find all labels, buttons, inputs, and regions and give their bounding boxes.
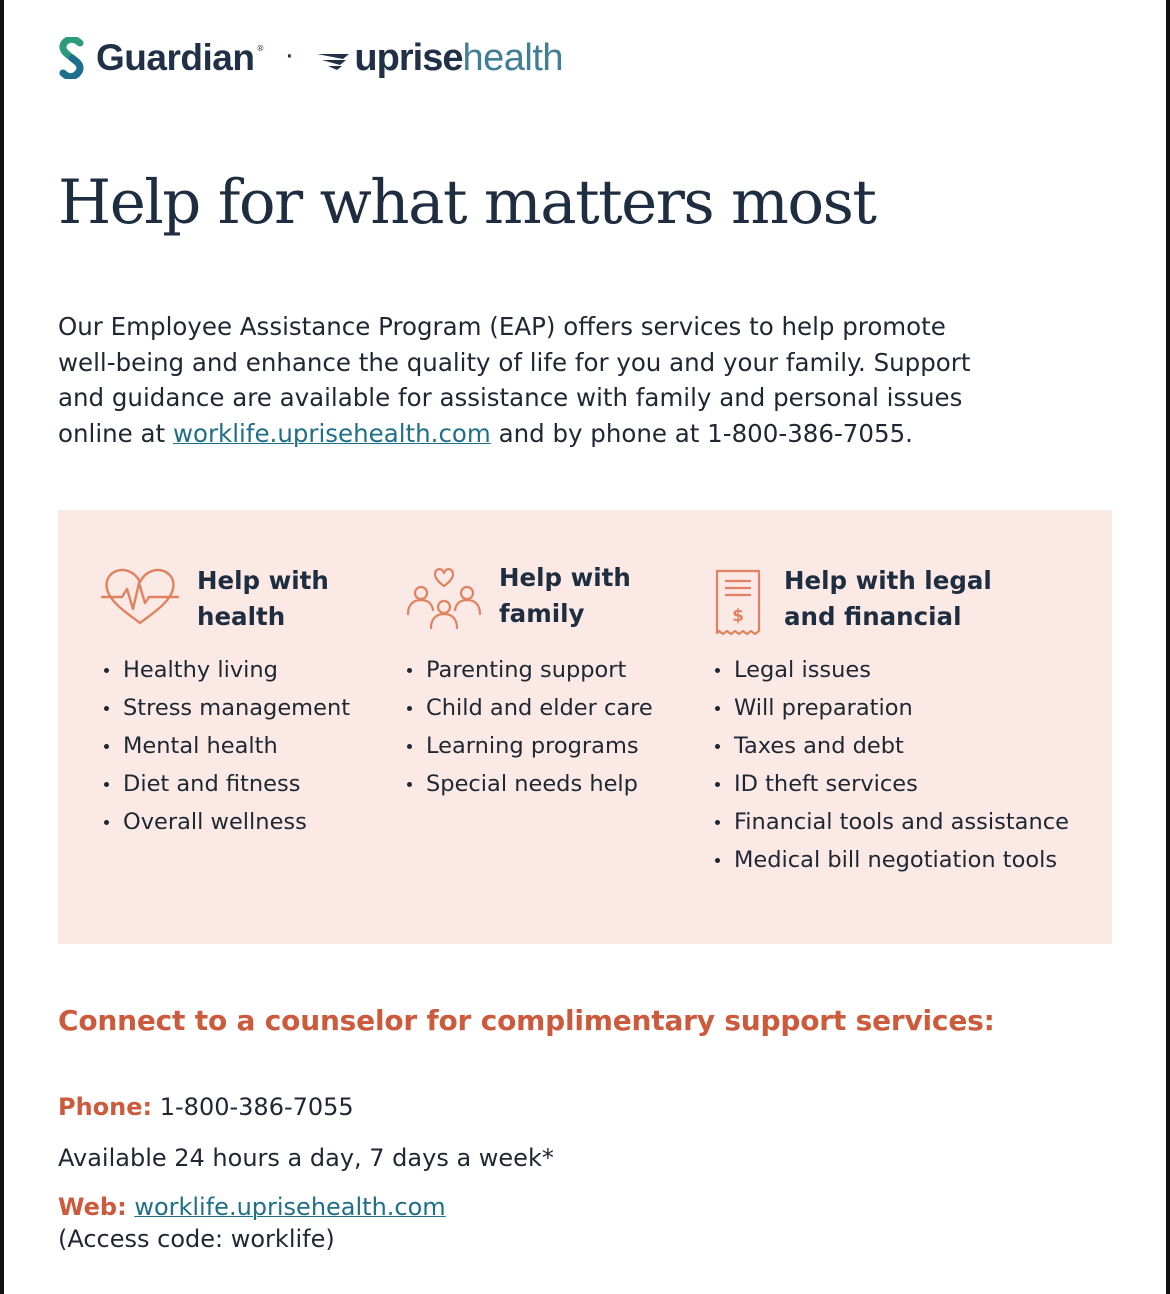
phone-line	[58, 1093, 354, 1121]
legal-title-line2: and financial	[784, 602, 962, 631]
logo-separator: ·	[284, 38, 295, 71]
list-item: Mental health	[102, 727, 350, 765]
uprise-wordmark: uprise	[354, 36, 463, 79]
worklife-link[interactable]: worklife.uprisehealth.com	[172, 418, 491, 448]
connect-heading: Connect to a counselor for complimentary support services:	[58, 1004, 995, 1037]
family-title-line2: family	[499, 599, 585, 628]
health-header	[100, 563, 329, 635]
legal-financial-list	[713, 651, 1069, 879]
heart-pulse-icon	[100, 565, 180, 629]
intro-paragraph	[58, 309, 998, 451]
family-title-line1: Help with	[499, 563, 631, 592]
registered-mark: ®	[256, 44, 265, 53]
web-link[interactable]: worklife.uprisehealth.com	[134, 1193, 446, 1221]
list-item: Financial tools and assistance	[713, 803, 1069, 841]
help-services-box	[58, 510, 1112, 944]
legal-title-line1: Help with legal	[784, 566, 992, 595]
guardian-wordmark: Guardian	[96, 37, 255, 78]
logo-row	[58, 34, 563, 82]
health-title-line2: health	[197, 602, 286, 631]
list-item: Legal issues	[713, 651, 1069, 689]
health-list	[102, 651, 350, 841]
health-title-line1: Help with	[197, 566, 329, 595]
list-item: Stress management	[102, 689, 350, 727]
list-item: Learning programs	[405, 727, 653, 765]
web-line	[58, 1193, 446, 1221]
list-item: ID theft services	[713, 765, 1069, 803]
phone-label: Phone:	[58, 1093, 153, 1121]
list-item: Overall wellness	[102, 803, 350, 841]
access-code-line: (Access code: worklife)	[58, 1225, 335, 1253]
page-title: Help for what matters most	[58, 167, 876, 238]
list-item: Special needs help	[405, 765, 653, 803]
family-icon	[404, 566, 484, 636]
intro-text: Our Employee Assistance Program (EAP) offers services to help promote well-being and enhance the quality of life for you and your family. Support and guidance are available for assistance with family and personal issues online at	[58, 312, 971, 448]
web-label: Web:	[58, 1193, 127, 1221]
receipt-dollar-icon	[712, 567, 764, 639]
list-item: Medical bill negotiation tools	[713, 841, 1069, 879]
guardian-logo-icon	[58, 37, 86, 79]
family-list	[405, 651, 653, 803]
legal-financial-header	[712, 563, 992, 639]
uprise-wing-icon	[316, 49, 350, 71]
availability-line: Available 24 hours a day, 7 days a week*	[58, 1144, 554, 1172]
svg-text:$: $	[732, 606, 744, 626]
right-border	[1166, 0, 1170, 1294]
list-item: Diet and fitness	[102, 765, 350, 803]
list-item: Child and elder care	[405, 689, 653, 727]
intro-text-end: and by phone at 1-800-386-7055.	[490, 418, 913, 448]
list-item: Taxes and debt	[713, 727, 1069, 765]
phone-number[interactable]: 1-800-386-7055	[152, 1093, 354, 1121]
list-item: Will preparation	[713, 689, 1069, 727]
list-item: Healthy living	[102, 651, 350, 689]
family-header	[404, 560, 631, 636]
left-border	[0, 0, 4, 1294]
health-wordmark: health	[462, 36, 564, 79]
list-item: Parenting support	[405, 651, 653, 689]
